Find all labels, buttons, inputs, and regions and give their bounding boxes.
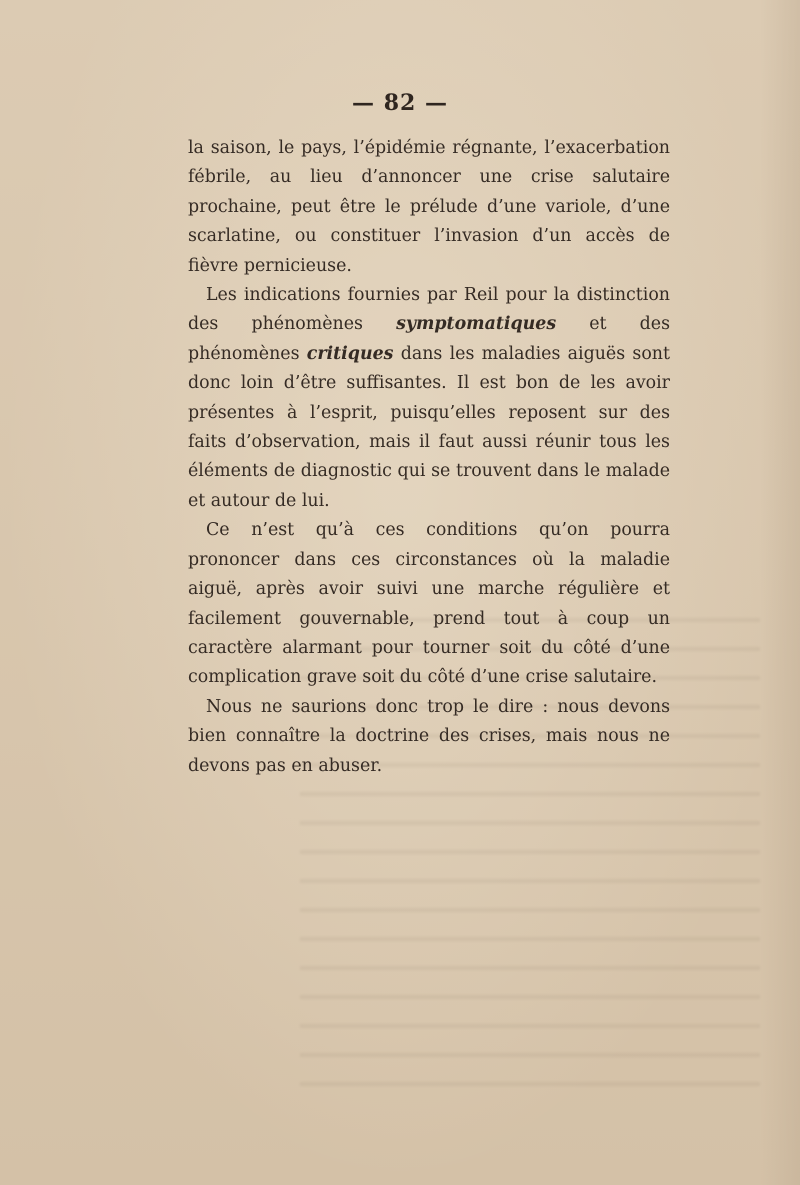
text-run: et des phénomènes [188,314,670,364]
emphasized-term: critiques [306,343,394,364]
paragraph [188,134,670,281]
page-number: — 82 — [352,90,448,116]
text-run: Ce n’est qu’à ces conditions qu’on pourra prononcer dans ces circonstances où la maladie aiguë, après avoir suivi une marche régulière et facilement gouvernable, prend tout à coup un caractère alarmant pour tourner soit du côté d’une complication grave soit du côté d’une crise salutaire. [188,520,670,688]
paragraph [188,281,670,516]
paragraph [188,693,670,781]
text-run: Nous ne saurions donc trop le dire : nous devons bien connaître la doctrine des crises, mais nous ne devons pas en abuser. [188,696,670,776]
page-edge-shadow [760,0,800,1185]
text-run: la saison, le pays, l’épidémie régnante, l’exacerbation fébrile, au lieu d’annoncer une crise salutaire prochaine, peut être le prélude d’une variole, d’une scarlatine, ou constituer l’invasion d’un accès de fièvre pernicieuse. [188,138,670,276]
text-run: Les indications fournies par Reil pour la distinction des phénomènes [188,285,670,335]
emphasized-term: symptomatiques [396,314,557,335]
paragraph [188,516,670,692]
text-run: dans les maladies aiguës sont donc loin d’être suffisantes. Il est bon de les avoir présentes à l’esprit, puisqu’elles reposent sur des faits d’observation, mais il faut aussi réunir tous les éléments de diagnostic qui se trouvent dans le malade et autour de lui. [188,343,670,511]
body-text [188,134,670,781]
